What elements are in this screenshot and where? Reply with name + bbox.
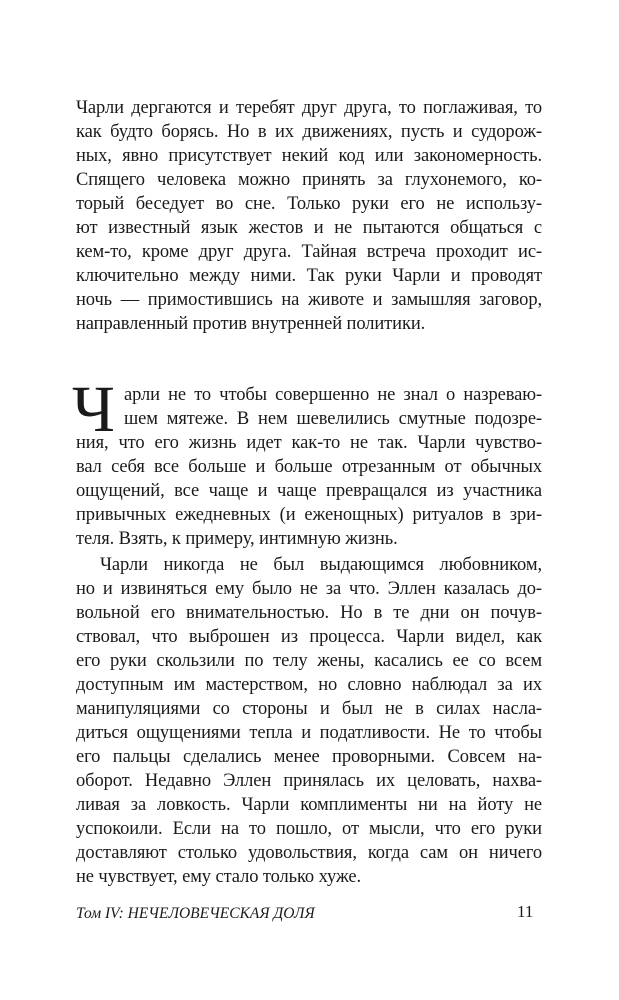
text-line: ствовал, что выброшен из процесса. Чарли видел, как bbox=[76, 627, 542, 647]
text-line: привычных ежедневных (и еженощных) ритуалов в зри- bbox=[76, 505, 542, 525]
text-line: ощущений, все чаще и чаще превращался из участника bbox=[76, 481, 542, 501]
text-line: успокоили. Если на то пошло, от мысли, что его руки bbox=[76, 819, 542, 839]
text-line: Спящего человека можно принять за глухонемого, ко- bbox=[76, 170, 542, 190]
text-line: ных, явно присутствует некий код или закономерность. bbox=[76, 146, 542, 166]
text-line: как будто борясь. Но в их движениях, пусть и судорож- bbox=[76, 122, 542, 142]
running-title: Том IV: НЕЧЕЛОВЕЧЕСКАЯ ДОЛЯ bbox=[76, 905, 315, 922]
page-number: 11 bbox=[517, 902, 534, 921]
text-line: оборот. Недавно Эллен принялась их целовать, нахва- bbox=[76, 771, 542, 791]
text-line: ночь — примостившись на животе и замышляя заговор, bbox=[76, 290, 542, 310]
text-line: теля. Взять, к примеру, интимную жизнь. bbox=[76, 529, 398, 549]
text-line: Чарли дергаются и теребят друг друга, то поглаживая, то bbox=[76, 98, 542, 118]
text-line: вал себя все больше и больше отрезанным от обычных bbox=[76, 457, 542, 477]
text-line: ключительно между ними. Так руки Чарли и проводят bbox=[76, 266, 542, 286]
text-line: арли не то чтобы совершенно не знал о назреваю- bbox=[124, 385, 542, 405]
text-line: кем-то, кроме друг друга. Тайная встреча проходит ис- bbox=[76, 242, 542, 262]
text-line: ливая за ловкость. Чарли комплименты ни на йоту не bbox=[76, 795, 542, 815]
text-line: ния, что его жизнь идет как-то не так. Чарли чувство- bbox=[76, 433, 542, 453]
text-line: направленный против внутренней политики. bbox=[76, 314, 426, 334]
text-line: доставляют столько удовольствия, когда сам он ничего bbox=[76, 843, 542, 863]
text-line: шем мятеже. В нем шевелились смутные подозре- bbox=[124, 409, 542, 429]
text-line: вольной его внимательностью. Но в те дни он почув- bbox=[76, 603, 542, 623]
text-line: манипуляциями со стороны и был не в силах наслa- bbox=[76, 699, 542, 719]
text-line: Чарли никогда не был выдающимся любовником, bbox=[100, 555, 542, 575]
text-line: диться ощущениями тепла и податливости. Не то чтобы bbox=[76, 723, 542, 743]
text-line: но и извиняться ему было не за что. Эллен казалась до- bbox=[76, 579, 542, 599]
drop-cap: Ч bbox=[72, 373, 115, 446]
text-line: ют известный язык жестов и не пытаются общаться с bbox=[76, 218, 542, 238]
text-line: не чувствует, ему стало только хуже. bbox=[76, 867, 362, 887]
text-line: его руки скользили по телу жены, касались ее со всем bbox=[76, 651, 542, 671]
text-line: торый беседует во сне. Только руки его не использу- bbox=[76, 194, 542, 214]
text-line: доступным им мастерством, но словно наблюдал за их bbox=[76, 675, 542, 695]
text-line: его пальцы сделались менее проворными. Совсем на- bbox=[76, 747, 542, 767]
